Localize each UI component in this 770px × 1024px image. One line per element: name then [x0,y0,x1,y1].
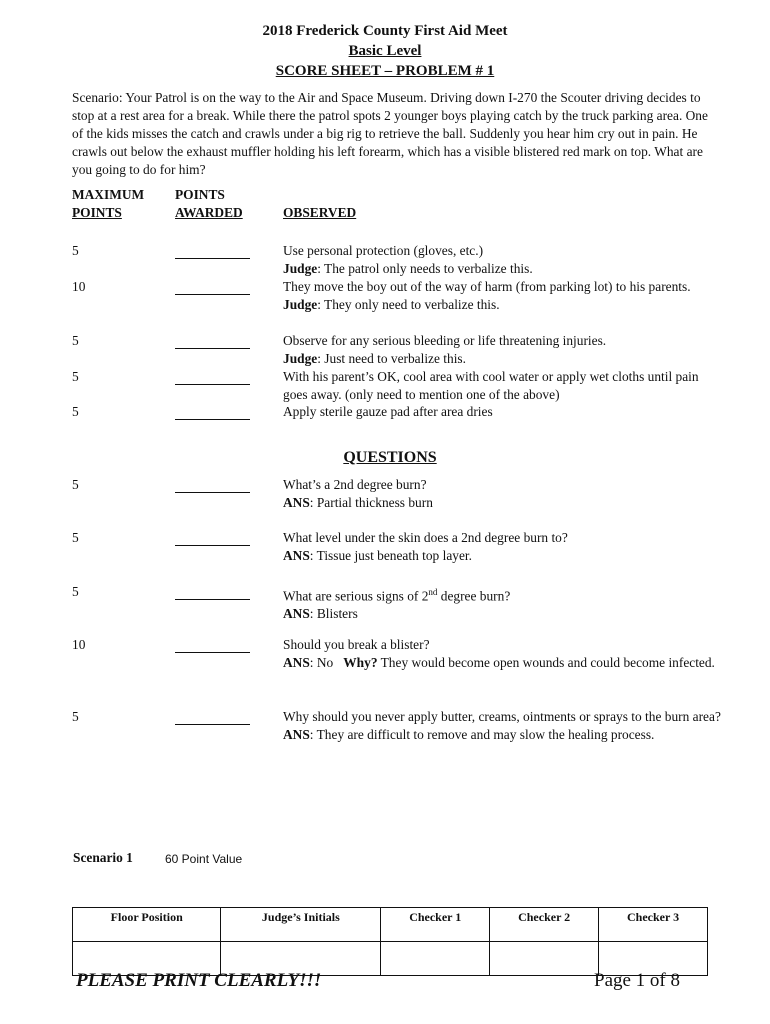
judges-initials-header: Judge’s Initials [221,908,381,942]
floor-position-header: Floor Position [73,908,221,942]
points-awarded-blank[interactable] [175,710,250,725]
score-sheet-title: SCORE SHEET – PROBLEM # 1 [275,63,495,79]
page-number: Page 1 of 8 [594,970,681,991]
question-item: Should you break a blister? ANS: No Why? They would become open wounds and could become infected. [283,637,715,670]
item-points: 5 [72,333,79,348]
level-title: Basic Level [348,43,422,59]
checker-2-cell[interactable] [490,942,599,976]
item-points: 10 [72,279,86,294]
observed-item: Use personal protection (gloves, etc.) Judge: The patrol only needs to verbalize this. [283,243,533,276]
question-item: What’s a 2nd degree burn? ANS: Partial thickness burn [283,477,433,510]
points-awarded-blank[interactable] [175,405,250,420]
question-item: What level under the skin does a 2nd degree burn to? ANS: Tissue just beneath top layer. [283,530,568,563]
points-awarded-blank[interactable] [175,370,250,385]
points-awarded-heading: POINTS AWARDED [175,187,243,220]
item-points: 5 [72,369,79,384]
checker-3-header: Checker 3 [599,908,708,942]
question-item: What are serious signs of 2nd degree burn? ANS: Blisters [283,587,511,622]
points-awarded-blank[interactable] [175,280,250,295]
checker-2-header: Checker 2 [490,908,599,942]
points-awarded-blank[interactable] [175,244,250,259]
question-points: 5 [72,530,79,545]
question-points: 5 [72,709,79,724]
item-points: 5 [72,243,79,258]
observed-item: With his parent’s OK, cool area with cool water or apply wet cloths until pain goes away. (only need to mention one of the above) [283,369,699,402]
checker-1-header: Checker 1 [381,908,490,942]
checker-1-cell[interactable] [381,942,490,976]
observed-item: They move the boy out of the way of harm (from parking lot) to his parents. Judge: They only need to verbalize this. [283,279,691,312]
points-awarded-blank[interactable] [175,531,250,546]
points-awarded-blank[interactable] [175,638,250,653]
judging-table [72,907,708,976]
observed-item: Observe for any serious bleeding or life threatening injuries. Judge: Just need to verbalize this. [283,333,607,366]
question-points: 10 [72,637,86,652]
scenario-point-value: 60 Point Value [165,852,243,866]
scenario-label: Scenario 1 [73,850,133,865]
question-points: 5 [72,584,79,599]
observed-heading: OBSERVED [283,205,357,220]
question-points: 5 [72,477,79,492]
max-points-heading: MAXIMUM POINTS [72,187,145,220]
item-points: 5 [72,404,79,419]
sheet-title: 2018 Frederick County First Aid Meet [262,23,508,39]
question-item: Why should you never apply butter, creams, ointments or sprays to the burn area? ANS: They are difficult to remove and may slow the healing process. [283,709,721,742]
points-awarded-blank[interactable] [175,585,250,600]
observed-item: Apply sterile gauze pad after area dries [283,404,493,419]
questions-heading: QUESTIONS [343,449,437,466]
points-awarded-blank[interactable] [175,478,250,493]
scenario-text: Scenario: Your Patrol is on the way to the Air and Space Museum. Driving down I-270 the Scouter driving decides to stop at a rest area for a break. While there the patrol spots 2 younger boys playing catch by the truck parking area. One of the kids misses the catch and crawls under a big rig to retrieve the ball. Suddenly you hear him cry out in pain. He crawls out below the exhaust muffler holding his left forearm, which has a visible blistered red mark on top. What are you going to do for him? [72,90,708,177]
points-awarded-blank[interactable] [175,334,250,349]
print-clearly-note: PLEASE PRINT CLEARLY!!! [76,970,322,991]
